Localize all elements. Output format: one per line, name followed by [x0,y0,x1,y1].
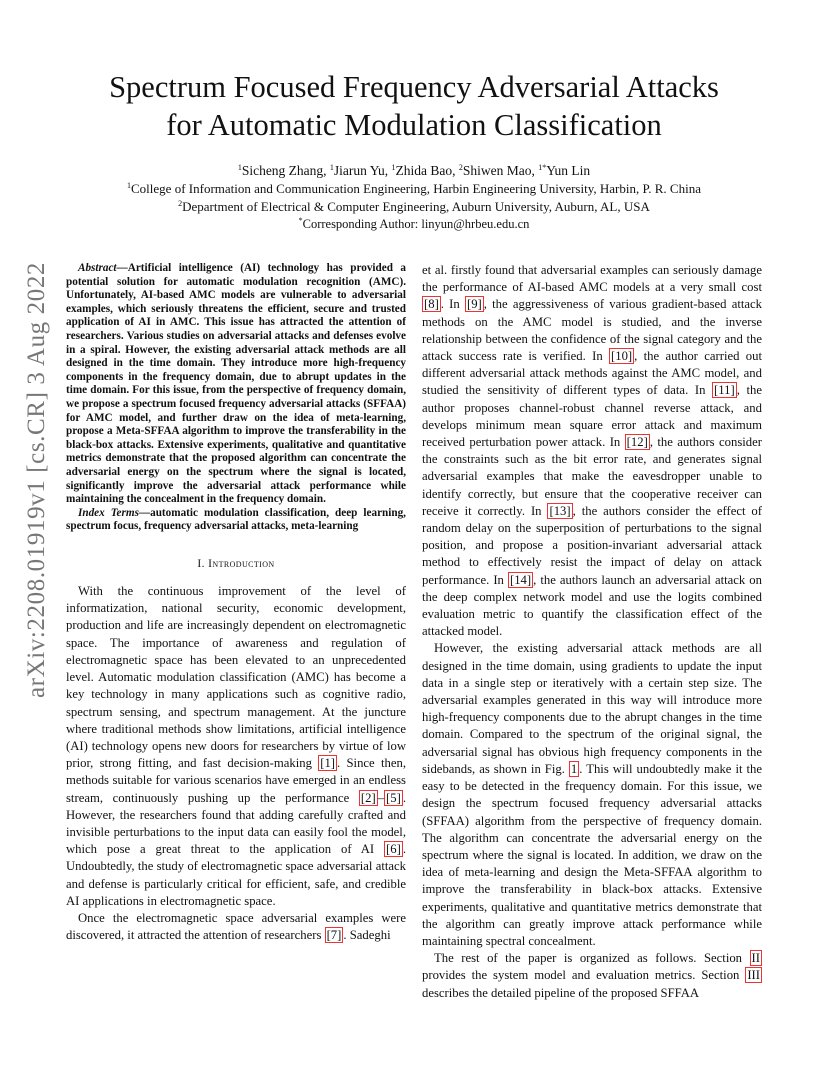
citation-link[interactable]: [5] [386,790,401,805]
text-run: Once the electromagnetic space adversarial examples were discovered, it attracted the attention of researchers [66,910,406,943]
author-sup: 1 [391,163,396,172]
figure-link[interactable]: 1 [570,761,578,776]
citation-link[interactable]: [8] [424,297,439,312]
text-run: . Undoubtedly, the study of electromagnetic space adversarial attack and defense is particularly critical for efficient, safe, and credible AI applications in electromagnetic space. [66,842,406,908]
text-run: . Sadeghi [343,928,391,943]
author-list [70,162,758,180]
citation-link[interactable]: [10] [611,349,633,364]
author-name: Shiwen Mao, [462,163,539,178]
text-run: provides the system model and evaluation metrics. Section [422,968,746,983]
intro-paragraph-1 [66,583,406,910]
text-run: . In [440,297,465,312]
arxiv-sidebar [12,240,62,720]
text-run: With the continuous improvement of the level of informatization, national security, economic development, production and life are increasingly dependent on electromagnetic space. The importance of awareness and regulation of electromagnetic space has been elevated to an unprecedented level. Automatic modulation classification (AMC) has become a key technology in many applications such as cognitive radio, spectrum sensing, and spectrum management. At the juncture where traditional methods show limitations, artificial intelligence (AI) technology opens new doors for researchers by virtue of low prior, strong fitting, and fast decision-making [66,584,406,771]
author-name: Jiarun Yu, [333,163,392,178]
index-terms [66,507,406,534]
author-name: Sicheng Zhang, [241,163,330,178]
text-run: , the aggressiveness of various gradient-based attack methods on the AMC model is studied, and the inverse relationship between the confidence of the signal category and the attack success rate is verified. In [422,297,762,364]
text-run: , the authors launch an adversarial attack on the deep complex network model and use the logits combined evaluation metric to quantify the classification effect of the attacked model. [422,572,762,639]
citation-link[interactable]: [9] [466,297,482,312]
text-run: , the authors consider the constraints such as the bit error rate, and generates signal adversarial examples that make the eavesdropper unable to identify correctly, but ensure that the cooperative receiver can receive it correctly. In [422,435,762,518]
section-link[interactable]: III [747,968,760,983]
aff-sup: 2 [178,199,183,208]
citation-link[interactable]: [6] [386,842,401,857]
citation-link[interactable]: [14] [509,572,532,587]
aff-sup: 1 [127,181,132,190]
intro-paragraph-2 [66,910,406,944]
index-terms-text: —automatic modulation classification, deep learning, spectrum focus, frequency adversarial attacks, meta-learning [66,506,406,533]
abstract-label: Abstract [78,262,117,274]
abstract-text: —Artificial intelligence (AI) technology has provided a potential solution for automatic modulation recognition (AMC). Unfortunately, AI-based AMC models are vulnerable to adversarial examples, which seriously threatens the efficient, secure and trusted application of AI in AMC. This issue has attracted the attention of researchers. Various studies on adversarial attacks and defenses evolve in a spiral. However, the existing adversarial attack methods are all designed in the time domain. They introduce more high-frequency components in the frequency domain, due to abrupt updates in the time domain. For this issue, from the perspective of frequency domain, we propose a spectrum focused frequency adversarial attacks (SFFAA) for AMC model, and further draw on the idea of meta-learning, propose a Meta-SFFAA algorithm to improve the transferability in the black-box attacks. Extensive experiments, qualitative and quantitative metrics demonstrate that the proposed algorithm can concentrate the adversarial energy on the spectrum where the signal is located, significantly improve the adversarial attack performance while maintaining the concealment in the frequency domain. [66,262,406,506]
aff-text: College of Information and Communication Engineering, Harbin Engineering University, Harbin, P. R. China [131,181,701,196]
citation-link[interactable]: [13] [549,503,571,518]
section-link[interactable]: II [751,951,760,966]
aff-text: Corresponding Author: linyun@hrbeu.edu.cn [302,217,530,231]
paper-title [70,68,758,144]
text-run: . However, the researchers found that adding carefully crafted and invisible perturbations to the input data can easily fool the model, which pose a great threat to the application of AI [66,790,406,857]
author-sup: 1 [237,163,242,172]
author-name: Yun Lin [546,163,591,178]
title-line-1: Spectrum Focused Frequency Adversarial Attacks [109,70,719,104]
text-run: et al. firstly found that adversarial examples can seriously damage the performance of AI-based AMC models at a very small cost [422,263,762,295]
citation-link[interactable]: [11] [714,383,735,398]
aff-sup: * [298,216,303,225]
text-run: However, the existing adversarial attack methods are all designed in the time domain, using gradients to update the input data in a single step or iteratively with a certain step size. The adversarial examples generated in this way will introduce more high-frequency components due to the abrupt changes in the time domain. Compared to the spectrum of the original signal, the adversarial signal has obvious high frequency components in the sidebands, as shown in Fig. [422,641,762,776]
text-run: . This will undoubtedly make it the easy to be detected in the frequency domain. For this issue, we design the spectrum focused frequency adversarial attacks (SFFAA) algorithm from the perspective of frequency domain. The algorithm can concentrate the adversarial energy on the spectrum where the signal is located. In addition, we draw on the idea of meta-learning and design the Meta-SFFAA algorithm to improve the transferability in black-box attacks. Extensive experiments, qualitative and quantitative metrics demonstrate that the algorithm can greatly improve attack performance while maintaining spectral concealment. [422,761,763,948]
right-paragraph-3 [422,950,762,1002]
text-run: The rest of the paper is organized as follows. Section [434,951,750,966]
affiliation-2 [70,198,758,216]
text-run: , the author proposes channel-robust channel reverse attack, and develops minimum mean square error attack and maximum received perturbation power attack. In [422,383,762,450]
citation-link[interactable]: [1] [320,756,336,771]
text-run: – [377,790,385,805]
text-run: , the author carried out different adversarial attack methods against the AMC model, and studied the sensitivity of different types of data. In [422,349,762,398]
left-column [66,262,406,944]
text-run: . Since then, methods suitable for various scenarios have emerged in an endless stream, continuously pushing up the performance [66,756,406,805]
citation-link[interactable]: [2] [360,790,376,805]
aff-text: Department of Electrical & Computer Engineering, Auburn University, Auburn, AL, USA [182,199,650,214]
text-run: , the authors consider the effect of random delay on the superposition of perturbations to the signal position, and propose a position-invariant adversarial attack method to effectively resist the impact of delay on attack performance. In [422,503,763,587]
author-name: Zhida Bao, [395,163,459,178]
section-heading-introduction: I. Introduction [197,557,275,570]
author-sup: 1 [329,163,334,172]
citation-link[interactable]: [12] [626,435,648,450]
affiliation-1 [70,180,758,198]
right-column [422,262,762,1002]
author-sup: 2 [458,163,463,172]
corresponding-author [70,215,758,233]
author-sup: 1* [538,163,547,172]
right-paragraph-1 [422,262,762,640]
citation-link[interactable]: [7] [326,928,342,943]
text-run: describes the detailed pipeline of the proposed SFFAA [422,985,700,1000]
right-paragraph-2 [422,640,762,950]
index-terms-label: Index Terms [78,506,139,519]
abstract [66,262,406,507]
title-line-2: for Automatic Modulation Classification [166,108,662,142]
arxiv-id: arXiv:2208.01919v1 [cs.CR] 3 Aug 2022 [23,261,50,699]
